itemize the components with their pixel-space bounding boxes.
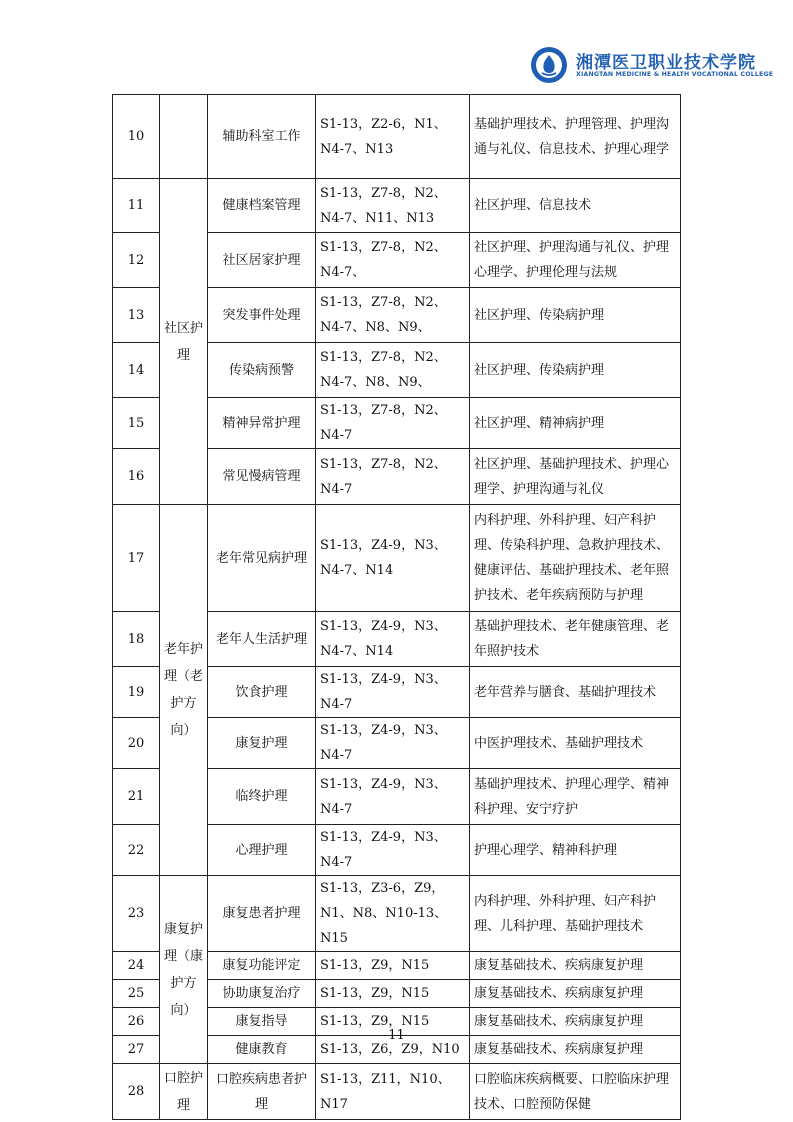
task-course-table: [112, 94, 681, 1120]
task-cell: 心理护理: [208, 825, 316, 876]
task-cell: 精神异常护理: [208, 398, 316, 449]
ability-code-cell: S1-13，Z4-9，N3、N4-7、N14: [316, 612, 470, 667]
table-row: [113, 179, 681, 233]
task-cell: 常见慢病管理: [208, 449, 316, 505]
college-name: 湘潭医卫职业技术学院: [576, 53, 756, 73]
course-cell: 社区护理、精神病护理: [470, 398, 681, 449]
row-number: 15: [113, 398, 160, 449]
task-cell: 协助康复治疗: [208, 980, 316, 1008]
ability-code-cell: S1-13，Z9，N15: [316, 980, 470, 1008]
task-cell: 临终护理: [208, 769, 316, 825]
ability-code-cell: S1-13，Z7-8，N2、N4-7、N8、N9、: [316, 288, 470, 343]
task-cell: 传染病预警: [208, 343, 316, 398]
row-number: 12: [113, 233, 160, 288]
page-number: 11: [388, 1028, 405, 1043]
row-number: 16: [113, 449, 160, 505]
ability-code-cell: S1-13，Z9，N15: [316, 952, 470, 980]
course-cell: 基础护理技术、护理心理学、精神科护理、安宁疗护: [470, 769, 681, 825]
row-number: 20: [113, 718, 160, 769]
course-cell: 基础护理技术、护理管理、护理沟通与礼仪、信息技术、护理心理学: [470, 95, 681, 179]
table-row: [113, 95, 681, 179]
ability-code-cell: S1-13，Z7-8，N2、N4-7: [316, 398, 470, 449]
row-number: 26: [113, 1008, 160, 1036]
ability-code-cell: S1-13，Z2-6，N1、N4-7、N13: [316, 95, 470, 179]
task-cell: 社区居家护理: [208, 233, 316, 288]
row-number: 24: [113, 952, 160, 980]
course-cell: 社区护理、基础护理技术、护理心理学、护理沟通与礼仪: [470, 449, 681, 505]
table-row: [113, 876, 681, 952]
task-cell: 康复患者护理: [208, 876, 316, 952]
course-cell: 康复基础技术、疾病康复护理: [470, 1036, 681, 1064]
task-cell: 康复指导: [208, 1008, 316, 1036]
task-cell: 健康档案管理: [208, 179, 316, 233]
ability-code-cell: S1-13，Z4-9，N3、N4-7: [316, 769, 470, 825]
course-cell: 内科护理、外科护理、妇产科护理、儿科护理、基础护理技术: [470, 876, 681, 952]
course-cell: 康复基础技术、疾病康复护理: [470, 952, 681, 980]
task-cell: 康复护理: [208, 718, 316, 769]
row-number: 10: [113, 95, 160, 179]
row-number: 19: [113, 667, 160, 718]
task-cell: 饮食护理: [208, 667, 316, 718]
row-number: 27: [113, 1036, 160, 1064]
table-row: [113, 505, 681, 612]
category-community: 社区护理: [160, 179, 208, 505]
category-cell-empty: [160, 95, 208, 179]
row-number: 13: [113, 288, 160, 343]
row-number: 25: [113, 980, 160, 1008]
ability-code-cell: S1-13，Z11，N10、N17: [316, 1064, 470, 1120]
category-rehab: 康复护理（康护方向）: [160, 876, 208, 1064]
course-cell: 口腔临床疾病概要、口腔临床护理技术、口腔预防保健: [470, 1064, 681, 1120]
row-number: 18: [113, 612, 160, 667]
task-cell: 康复功能评定: [208, 952, 316, 980]
row-number: 28: [113, 1064, 160, 1120]
row-number: 11: [113, 179, 160, 233]
ability-code-cell: S1-13，Z6，Z9，N10: [316, 1036, 470, 1064]
college-name-english: XIANGTAN MEDICINE & HEALTH VOCATIONAL COLLEGE: [576, 71, 774, 78]
ability-code-cell: S1-13，Z3-6，Z9，N1、N8、N10-13、N15: [316, 876, 470, 952]
course-cell: 老年营养与膳食、基础护理技术: [470, 667, 681, 718]
course-cell: 社区护理、信息技术: [470, 179, 681, 233]
task-cell: 健康教育: [208, 1036, 316, 1064]
ability-code-cell: S1-13，Z7-8，N2、N4-7、N8、N9、: [316, 343, 470, 398]
ability-code-cell: S1-13，Z7-8，N2、N4-7: [316, 449, 470, 505]
category-oral: 口腔护理: [160, 1064, 208, 1120]
course-cell: 护理心理学、精神科护理: [470, 825, 681, 876]
task-cell: 辅助科室工作: [208, 95, 316, 179]
task-cell: 老年人生活护理: [208, 612, 316, 667]
ability-code-cell: S1-13，Z7-8，N2、N4-7、: [316, 233, 470, 288]
course-cell: 社区护理、传染病护理: [470, 288, 681, 343]
row-number: 22: [113, 825, 160, 876]
course-cell: 康复基础技术、疾病康复护理: [470, 1008, 681, 1036]
ability-code-cell: S1-13，Z4-9，N3、N4-7: [316, 825, 470, 876]
course-cell: 社区护理、传染病护理: [470, 343, 681, 398]
row-number: 17: [113, 505, 160, 612]
task-cell: 突发事件处理: [208, 288, 316, 343]
course-cell: 内科护理、外科护理、妇产科护理、传染科护理、急救护理技术、健康评估、基础护理技术、老年照护技术、老年疾病预防与护理: [470, 505, 681, 612]
ability-code-cell: S1-13，Z4-9，N3、N4-7: [316, 667, 470, 718]
course-cell: 社区护理、护理沟通与礼仪、护理心理学、护理伦理与法规: [470, 233, 681, 288]
course-cell: 康复基础技术、疾病康复护理: [470, 980, 681, 1008]
college-emblem-icon: [530, 46, 568, 84]
college-logo: [530, 46, 774, 88]
row-number: 14: [113, 343, 160, 398]
category-elderly: 老年护理（老护方向）: [160, 505, 208, 876]
course-cell: 中医护理技术、基础护理技术: [470, 718, 681, 769]
row-number: 23: [113, 876, 160, 952]
ability-code-cell: S1-13，Z7-8，N2、N4-7、N11、N13: [316, 179, 470, 233]
task-cell: 口腔疾病患者护理: [208, 1064, 316, 1120]
ability-code-cell: S1-13，Z4-9，N3、N4-7、N14: [316, 505, 470, 612]
course-cell: 基础护理技术、老年健康管理、老年照护技术: [470, 612, 681, 667]
table-row: [113, 1064, 681, 1120]
ability-code-cell: S1-13，Z9，N15: [316, 1008, 470, 1036]
row-number: 21: [113, 769, 160, 825]
ability-code-cell: S1-13，Z4-9，N3、N4-7: [316, 718, 470, 769]
task-cell: 老年常见病护理: [208, 505, 316, 612]
